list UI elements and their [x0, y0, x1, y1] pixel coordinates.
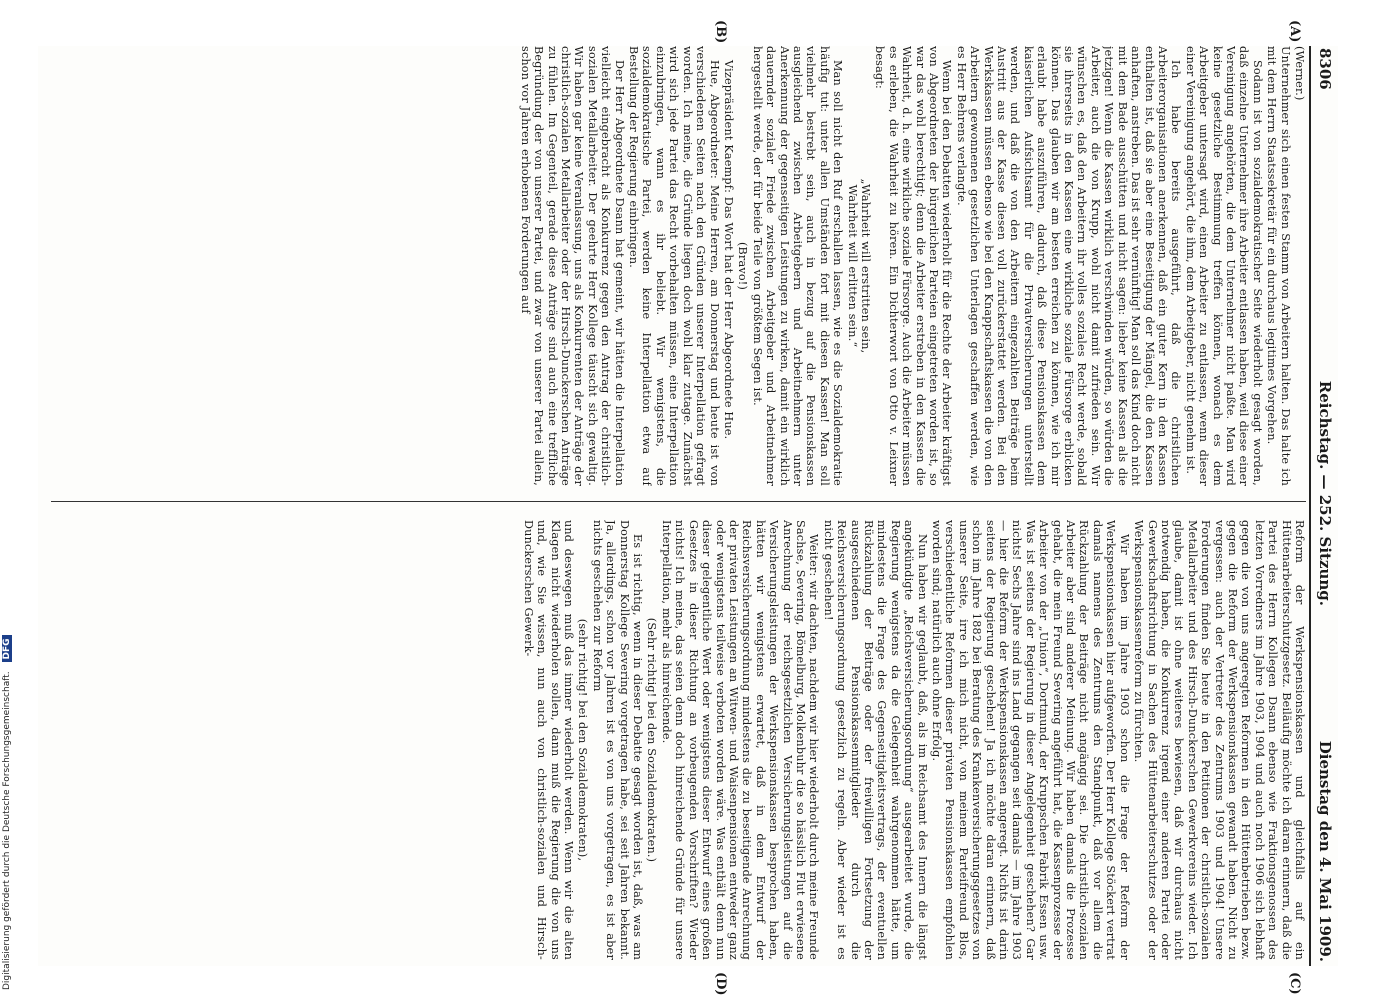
interjection: (Bravo!) — [736, 241, 750, 291]
paragraph: Ich habe bereits ausgeführt, daß die christlichen Arbeiterorganisationen anerkennen, daß ein guter Kern in den Kassen enthalten ist, daß sie aber eine Beseitigung der Mängel, die den Kassen anhaften, anstreben. Das ist sehr vernünftig! Man soll das Kind doch nicht mit dem Bade ausschütten und nicht sagen: lieber keine Kassen als die jetzigen! Wenn die Kassen wirklich verschwinden würden, so würden die Arbeiter, auch die von Krupp, wohl nicht damit zufrieden sein. Wir wünschen es, daß den Arbeitern ihr volles soziales Recht werde, sobald sie ihrerseits in den Kassen eine wirkliche soziale Fürsorge erblicken können. Das glauben wir am besten erreichen zu können, wie ich mir erlaubt habe auszuführen, dadurch, daß diese Pensionskassen dem kaiserlichen Aufsichtsamt für die Privatversicherungen unterstellt werden, und daß die von den Arbeitern eingezahlten Beiträge beim Austritt aus der Kasse diesen voll zurückerstattet werden. Bei den Werkskassen müssen ebenso wie bei den Knappschaftskassen die von den Arbeitern gewonnenen gesetzlichen Unterlagen geschaffen werden, wie es Herr Behrens verlangte. — [954, 46, 1183, 486]
page-title: Reichstag. — 252. Sitzung. — [1316, 380, 1334, 606]
dfg-logo: DFG — [2, 635, 12, 662]
paragraph: Sodann ist von sozialdemokratischer Seite wiederholt gesagt worden, daß einzelne Unternehmer ihre Arbeiter entlassen haben, weil diese einer Vereinigung angehörten, die dem Unternehmer nicht paßte. Man wird keine gesetzliche Bestimmung treffen können, wonach es dem Arbeitgeber untersagt wird, einen Arbeiter zu entlassen, wenn dieser einer Vereinigung angehört, die ihm, dem Arbeitgeber, nicht genehm ist. — [1183, 46, 1264, 486]
quote: „Wahrheit will erstritten sein, Wahrheit will erlitten sein.“ — [845, 178, 872, 354]
paragraph: Hue, Abgeordneter: Meine Herren, am Donnerstag und heute ist von verschiedenen Seiten nach den Gründen unserer Interpellation gefragt worden. Ich meine, die Gründe liegen doch wohl klar zutage. Zunächst wird sich jede Partei das Recht vorbehalten müssen, eine Interpellation einzubringen, wann es ihr beliebt. Wir wenigstens, die sozialdemokratische Partei, werden keine Interpellation etwa auf Bestellung der Regierung einbringen. — [627, 46, 721, 486]
digitization-footer — [2, 0, 14, 990]
paragraph: Reform der Werkspensionskassen und gleichfalls auf ein Hüttenarbeiterschutzgesetz. Beiläufig möchte ich daran erinnern, daß die Partei des Herrn Kollegen Dsann ebenso wie Fraktionsgenossen des letzten Vorredners im Jahre 1903, 1904 und auch noch 1906 sich lebhaft gegen die von uns angeregten Reformen in den Hüttenbetrieben bezw. gegen die Reform der Werkspensionskassen gewandt haben. Nicht zu vergessen: auch der Vertreter des Zentrums 1903 und 1904! Unsere Forderungen finden Sie heute in den Petitionen der christlich-sozialen Metallarbeiter und des Hirsch-Dunckerschen Gewerkvereins wieder. Ich glaube, damit ist ohne weiteres bewiesen, daß wir durchaus nicht notwendig haben, die Konkurrenz irgend einer anderen Partei oder Gewerkschaftsrichtung in Sachen des Hüttenarbeiterschutzes oder der Werkspensionskassenreform zu fürchten. — [1132, 520, 1306, 960]
page-header — [1312, 46, 1338, 966]
margin-marker-a: (A) — [1287, 20, 1302, 43]
left-column — [51, 46, 1306, 486]
margin-marker-c: (C) — [1287, 972, 1302, 995]
paragraph: Nun haben wir geglaubt, daß, als im Reichsamt des Innern die längst angekündigte „Reichsversicherungsordnung“ ausgearbeitet wurde, die Regierung wenigstens da die Gelegenheit wahrgenommen hätte, um mindestens die Frage des Gegenseitigkeitsvertrags, der eventuellen Rückzahlung der Beiträge oder der freiwilligen Fortsetzung der ausgeschiedenen Pensionskassenmitglieder durch die Reichsversicherungsordnung gesetzlich zu regeln. Aber wieder ist es nicht geschehen! — [821, 520, 929, 960]
margin-marker-d: (D) — [713, 972, 728, 996]
paragraph: Unternehmer sich einen festen Stamm von Arbeitern halten. Das halte ich mit dem Herrn Staatssekretär für ein durchaus legitimes Vorgehen. — [1265, 46, 1292, 486]
header-rule — [1309, 46, 1311, 966]
rotated-page — [38, 20, 1338, 996]
paragraph: Wenn bei den Debatten wiederholt für die Rechte der Arbeiter kräftigst von Abgeordneten der bürgerlichen Parteien eingetreten worden ist, so war das wohl berechtigt; denn die Arbeiter erstreben in den Kassen die Wahrheit, d. h. eine wirkliche soziale Fürsorge. Auch die Arbeiter müssen es erleben, die Wahrheit zu hören. Ein Dichterwort von Otto v. Leixner besagt: — [873, 46, 954, 486]
page-number: 8306 — [1316, 48, 1334, 90]
page-date: Dienstag den 4. Mai 1909. — [1316, 740, 1334, 962]
speaker-tag: (Werner.) — [1293, 46, 1306, 101]
paragraph: Es ist richtig, wenn in dieser Debatte gesagt worden ist, daß, was am Donnerstag Kollege Severing vorgetragen habe, sei seit Jahren bekannt. Ja, allerdings, schon vor Jahren ist es von uns vorgetragen, es ist aber nichts geschehen zur Reform — [590, 520, 645, 960]
paragraph: Wir haben im Jahre 1903 schon die Frage der Reform der Werkspensionskassen hier aufgeworfen. Der Herr Kollege Stöckert vertrat damals namens des Zentrums den Standpunkt, daß vor allem die Rückzahlung der Beiträge nicht angängig sei. Die christlich-sozialen Arbeiter aber sind anderer Meinung. Wir haben damals die Prozesse gehabt, die mein Freund Severing angeführt hat, die Kassenprozesse der Arbeiter von der „Union“, Dortmund, der Kruppschen Fabrik Essen usw. Was ist seitens der Regierung in dieser Angelegenheit geschehen? Gar nichts! Sechs Jahre sind ins Land gegangen seit damals — im Jahre 1903 — hier die Reform der Werkspensionskassen angeregt. Nichts ist darin seitens der Regierung geschehen! Ja ich möchte daran erinnern, daß schon im Jahre 1882 bei Beratung des Krankenversicherungsgesetzes von unserer Seite, irre ich mich nicht, von meinem Parteifreund Blos, verschiedentliche Reformen dieser privaten Pensionskassen empfohlen worden sind; natürlich auch ohne Erfolg. — [930, 520, 1131, 960]
paragraph: Weiter: wir dachten, nachdem wir hier wiederholt durch meine Freunde Sachse, Severing, Bömelburg, Molkenbuhr die so hässlich Flut erwiesene Anrechnung der reichsgesetzlichen Versicherungsleistungen auf die Versicherungsleistungen der Werkspensionskassen besprochen haben, hätten wir wenigstens erwartet, daß in dem Entwurf der Reichsversicherungsordnung mindestens die zu beseitigende Anrechnung der privaten Leistungen an Witwen- und Waisenpensionen entweder ganz oder wenigstens teilweise verboten worden wäre. Was enthält denn nun dieser gelegentliche Wert oder wenigstens dieser Entwurf eines großen Gesetzes in dieser Richtung an vorbeugenden Vorschriften? Wieder nichts! Ich meine, das seien denn doch hinreichende Gründe für unsere Interpellation, mehr als hinreichende. — [659, 520, 821, 960]
paragraph: Man soll nicht den Ruf erschallen lassen, wie es die Sozialdemokratie häufig tut: unter allen Umständen fort mit diesen Kassen! Man soll vielmehr bestrebt sein, auch in bezug auf die Pensionskassen ausgleichend zwischen Arbeitgebern und Arbeitnehmern unter Anerkennung der gegenseitigen Leistungen zu wirken, damit ein wirklich dauernder sozialer Friede zwischen Arbeitgeber und Arbeitnehmer hergestellt werde, der für beide Teile von größtem Segen ist. — [750, 46, 845, 486]
footer-text: Digitalisierung gefördert durch die Deutsche Forschungsgemeinschaft. — [2, 671, 12, 990]
right-column — [51, 520, 1306, 960]
paragraph: Der Herr Abgeordnete Dsann hat gemeint, wir hätten die Interpellation vielleicht eingebracht als Konkurrenz gegen den Antrag der christlich-sozialen Metallarbeiter. Der geehrte Herr Kollege täuscht sich gewaltig. Wir haben gar keine Veranlassung, uns als Konkurrenten der Anträge der christlich-sozialen Metallarbeiter oder der Hirsch-Dunckerschen Anträge zu fühlen. Im Gegenteil, gerade diese Anträge sind auch eine treffliche Begründung der von unserer Partei, und zwar von unserer Partei allein, schon vor Jahren erhobenen Forderungen auf — [518, 46, 626, 486]
column-divider — [51, 501, 1306, 502]
paragraph: und deswegen muß das immer wiederholt werden. Wenn wir die alten Klagen nicht wiederholen sollen, dann muß die Regierung die von uns und, wie Sie wissen, nun auch von christlich-sozialen und Hirsch-Dunckerschen Gewerk- — [521, 520, 576, 960]
interjection: (Sehr richtig! bei den Sozialdemokraten.) — [645, 617, 659, 863]
interjection: (sehr richtig! bei den Sozialdemokraten), — [576, 618, 590, 862]
margin-marker-b: (B) — [713, 20, 728, 44]
speaker-intro: Vizepräsident Kaempf: Das Wort hat der Herr Abgeordnete Hue. — [721, 60, 735, 440]
